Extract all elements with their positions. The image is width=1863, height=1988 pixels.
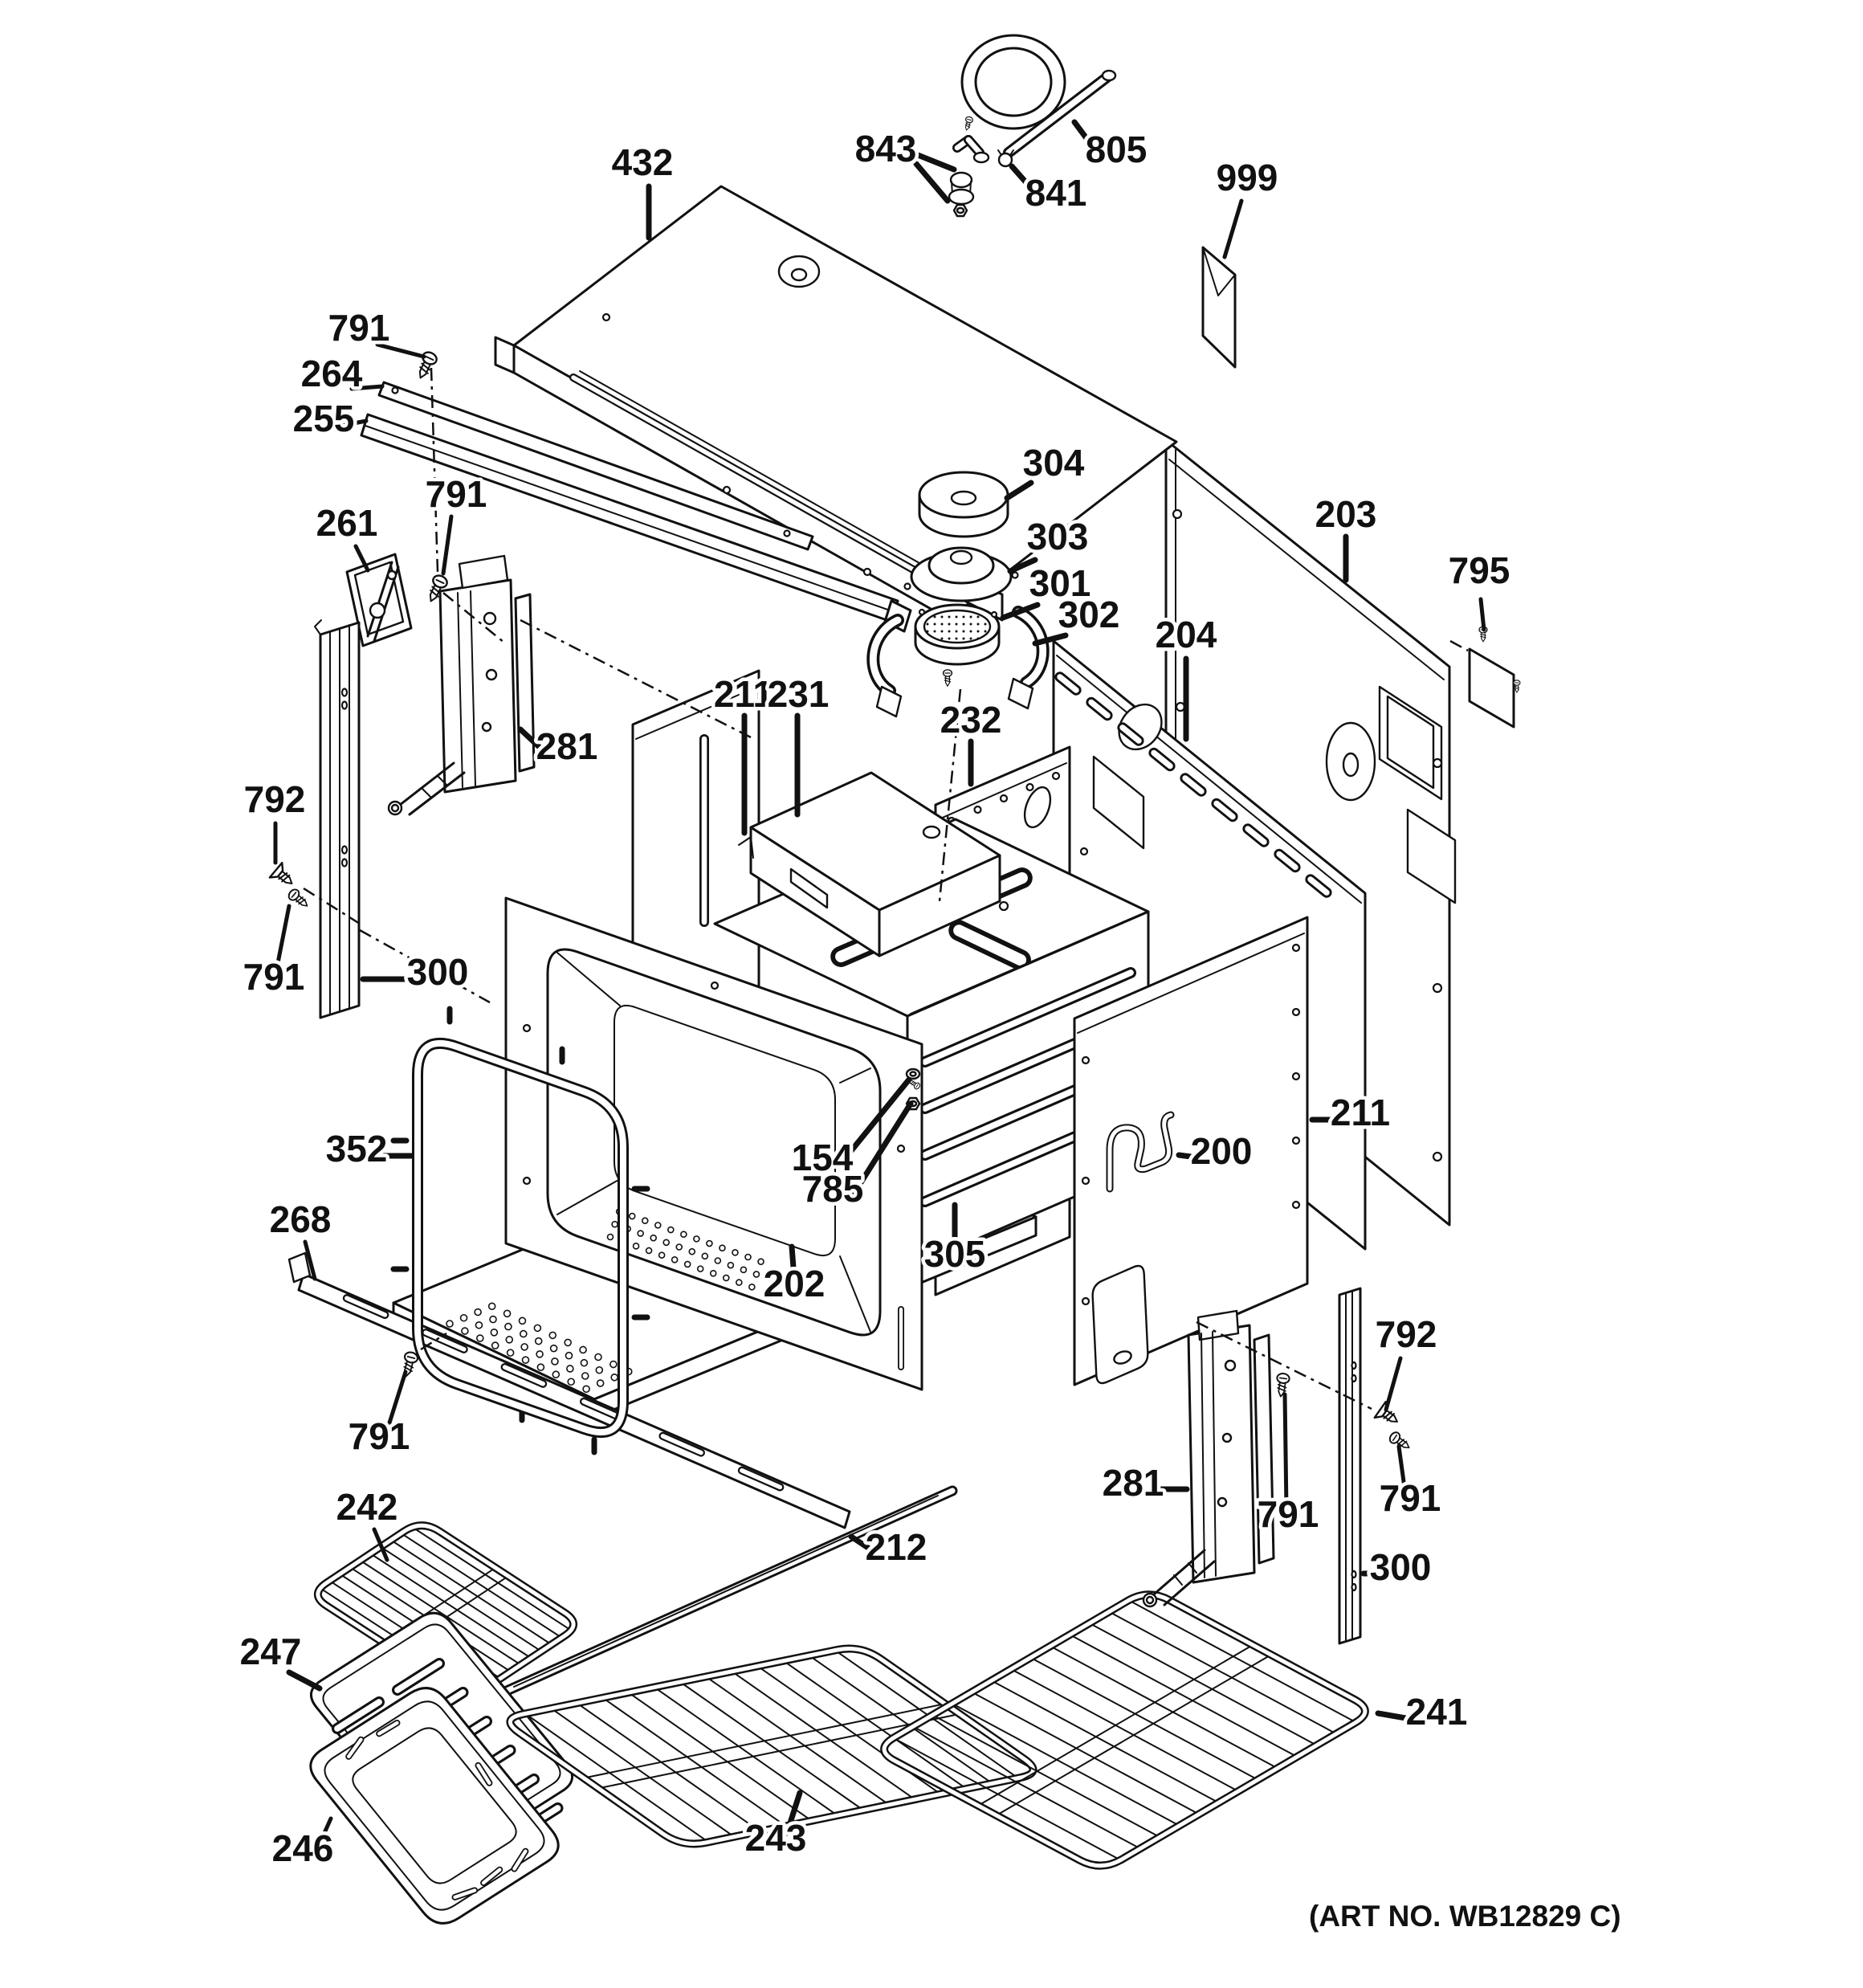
hinge-assembly-281-right (1143, 1311, 1290, 1606)
callout-200: 200 (1190, 1130, 1253, 1172)
callout-211-right: 211 (1330, 1092, 1391, 1133)
callout-791-f: 791 (1379, 1477, 1441, 1519)
callout-204: 204 (1155, 614, 1217, 655)
instructions-envelope-999 (1203, 247, 1235, 367)
callout-255: 255 (292, 398, 355, 439)
callout-246: 246 (271, 1827, 334, 1869)
callout-791-d: 791 (348, 1415, 410, 1457)
callout-305: 305 (923, 1233, 986, 1275)
callout-843: 843 (854, 128, 917, 169)
callout-303: 303 (1026, 516, 1089, 557)
callout-792-right: 792 (1375, 1313, 1437, 1355)
callout-231: 231 (767, 673, 830, 715)
callout-791-e: 791 (1257, 1493, 1319, 1535)
callout-791-b: 791 (425, 473, 487, 515)
callout-202: 202 (763, 1263, 826, 1304)
burner-301 (915, 605, 999, 664)
callout-281-left: 281 (536, 725, 598, 767)
callout-304: 304 (1022, 442, 1085, 484)
callout-999: 999 (1216, 157, 1278, 198)
callout-241: 241 (1405, 1691, 1468, 1733)
callout-795: 795 (1448, 549, 1510, 591)
callout-792-left: 792 (243, 778, 306, 820)
callout-302: 302 (1058, 594, 1120, 635)
cap-304 (919, 472, 1008, 537)
callout-281-right: 281 (1102, 1462, 1164, 1504)
callout-212: 212 (865, 1526, 927, 1568)
oven-rack-241 (884, 1594, 1365, 1865)
callout-242: 242 (336, 1486, 398, 1528)
oven-rack-243 (510, 1648, 1033, 1843)
hinge-assembly-281-left (389, 556, 534, 814)
callout-300-left: 300 (406, 951, 469, 993)
callout-247: 247 (239, 1631, 302, 1672)
callout-268: 268 (269, 1198, 332, 1240)
callout-352: 352 (325, 1128, 388, 1170)
callout-301: 301 (1029, 562, 1091, 604)
callout-264: 264 (300, 353, 363, 394)
callout-211-left: 211 (713, 673, 774, 715)
callout-841: 841 (1025, 172, 1087, 214)
callout-791-a: 791 (328, 307, 390, 349)
art-number: (ART NO. WB12829 C) (1309, 1900, 1621, 1933)
callout-805: 805 (1085, 129, 1148, 170)
callout-791-c: 791 (243, 956, 305, 998)
cover-plate-795 (1470, 627, 1520, 727)
callout-300-right: 300 (1369, 1546, 1432, 1588)
callout-203: 203 (1315, 493, 1377, 535)
callout-243: 243 (744, 1817, 807, 1859)
callout-432: 432 (611, 141, 674, 183)
callout-261: 261 (316, 502, 378, 544)
callout-785: 785 (801, 1168, 864, 1210)
callout-154: 154 (791, 1137, 854, 1178)
callout-232: 232 (940, 699, 1002, 741)
